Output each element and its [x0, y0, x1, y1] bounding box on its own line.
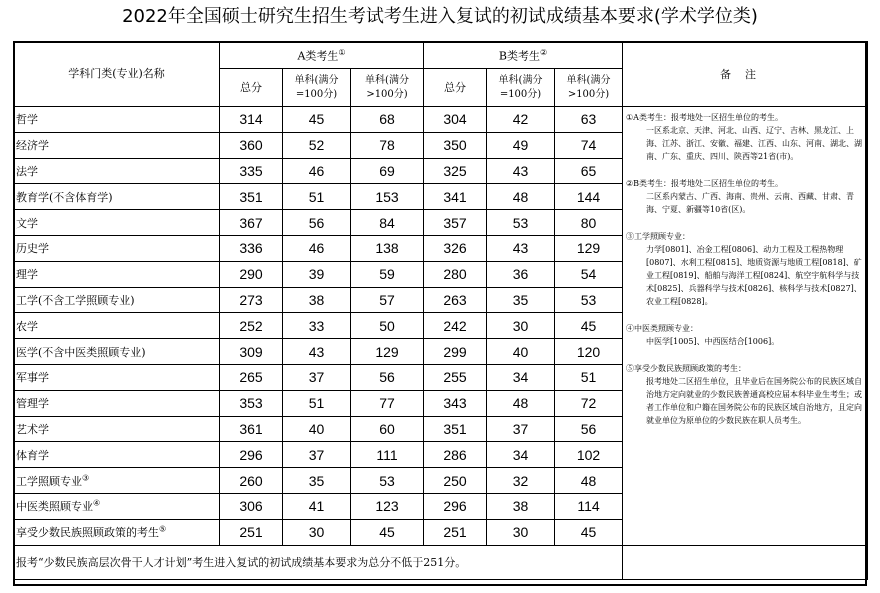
score-a-single-over100: 50 [351, 313, 424, 339]
score-a-single-over100: 84 [351, 210, 424, 236]
score-b-single-over100: 48 [555, 468, 623, 494]
score-a-single100: 51 [283, 390, 351, 416]
score-a-single-over100: 123 [351, 493, 424, 519]
score-b-total: 255 [424, 364, 487, 390]
score-b-single-over100: 129 [555, 235, 623, 261]
footnote-mark: ⑤ [159, 524, 167, 534]
score-a-single-over100: 138 [351, 235, 424, 261]
score-a-single100: 46 [283, 158, 351, 184]
subject-name: 文学 [16, 216, 38, 230]
score-a-total: 306 [220, 493, 283, 519]
score-a-total: 260 [220, 468, 283, 494]
score-b-total: 250 [424, 468, 487, 494]
score-a-total: 251 [220, 519, 283, 545]
score-a-single-over100: 57 [351, 287, 424, 313]
score-b-total: 299 [424, 339, 487, 365]
score-b-total: 325 [424, 158, 487, 184]
score-b-total: 263 [424, 287, 487, 313]
b-total-header: 总分 [424, 69, 487, 107]
score-a-single100: 52 [283, 132, 351, 158]
b-single-over100-line1: 单科(满分 [566, 74, 611, 86]
subject-name: 中医类照顾专业 [16, 500, 93, 514]
score-a-single-over100: 153 [351, 184, 424, 210]
score-b-total: 341 [424, 184, 487, 210]
score-a-total: 336 [220, 235, 283, 261]
note-body: 二区系内蒙古、广西、海南、贵州、云南、西藏、甘肃、青海、宁夏、新疆等10省(区)。 [646, 192, 854, 214]
score-b-single100: 53 [487, 210, 555, 236]
score-b-single100: 34 [487, 442, 555, 468]
score-b-single-over100: 54 [555, 261, 623, 287]
note-heading: ①A类考生：报考地处一区招生单位的考生。 [626, 113, 783, 122]
a-single-over100-line1: 单科(满分 [365, 74, 409, 86]
subject-column-header: 学科门类(专业)名称 [14, 42, 220, 107]
score-b-single100: 48 [487, 184, 555, 210]
score-b-single-over100: 63 [555, 107, 623, 133]
score-a-single100: 45 [283, 107, 351, 133]
b-single100-line2: =100分) [499, 88, 542, 100]
score-b-single-over100: 80 [555, 210, 623, 236]
note-body: 报考地处二区招生单位，且毕业后在国务院公布的民族区域自治地方定向就业的少数民族普通高校应届本科毕业生考生；或者工作单位和户籍在国务院公布的民族区域自治地方，且定向就业单位为原单位的少数民族在职人员考生。 [646, 377, 862, 425]
score-a-single100: 46 [283, 235, 351, 261]
score-b-total: 242 [424, 313, 487, 339]
a-total-header: 总分 [220, 69, 283, 107]
score-b-single100: 43 [487, 235, 555, 261]
score-a-single-over100: 53 [351, 468, 424, 494]
score-a-single100: 41 [283, 493, 351, 519]
score-b-single100: 40 [487, 339, 555, 365]
subject-name: 理学 [16, 268, 38, 282]
score-a-single100: 35 [283, 468, 351, 494]
score-b-single-over100: 51 [555, 364, 623, 390]
subject-name: 教育学(不含体育学) [16, 190, 113, 204]
score-b-single100: 42 [487, 107, 555, 133]
score-a-single-over100: 59 [351, 261, 424, 287]
score-b-total: 286 [424, 442, 487, 468]
group-a-mark: ① [338, 48, 346, 58]
a-single100-line2: =100分) [295, 88, 338, 100]
subject-name: 艺术学 [16, 422, 49, 436]
score-a-single-over100: 129 [351, 339, 424, 365]
note-heading: ④中医类照顾专业： [626, 324, 698, 333]
score-a-total: 351 [220, 184, 283, 210]
subject-name: 体育学 [16, 448, 49, 462]
score-a-single100: 40 [283, 416, 351, 442]
score-a-single100: 43 [283, 339, 351, 365]
b-single100-line1: 单科(满分 [498, 74, 543, 86]
subject-name: 法学 [16, 164, 38, 178]
score-a-total: 273 [220, 287, 283, 313]
score-b-single-over100: 74 [555, 132, 623, 158]
score-a-single-over100: 77 [351, 390, 424, 416]
score-b-single100: 32 [487, 468, 555, 494]
score-a-total: 309 [220, 339, 283, 365]
subject-name: 军事学 [16, 371, 49, 385]
score-b-single-over100: 56 [555, 416, 623, 442]
score-b-single-over100: 114 [555, 493, 623, 519]
score-a-total: 353 [220, 390, 283, 416]
score-a-single100: 33 [283, 313, 351, 339]
score-a-single100: 30 [283, 519, 351, 545]
subject-name: 哲学 [16, 113, 38, 127]
score-b-total: 326 [424, 235, 487, 261]
score-b-single-over100: 120 [555, 339, 623, 365]
score-b-single100: 36 [487, 261, 555, 287]
a-single-over100-line2: >100分) [366, 88, 408, 100]
group-b-mark: ② [539, 48, 548, 58]
note-body: 中医学[1005]、中西医结合[1006]。 [646, 337, 780, 346]
score-b-total: 351 [424, 416, 487, 442]
score-a-total: 265 [220, 364, 283, 390]
score-b-single-over100: 45 [555, 313, 623, 339]
score-a-single100: 39 [283, 261, 351, 287]
score-a-total: 252 [220, 313, 283, 339]
score-a-single100: 37 [283, 364, 351, 390]
page-title: 2022年全国硕士研究生招生考试考生进入复试的初试成绩基本要求(学术学位类) [122, 6, 758, 27]
score-b-total: 350 [424, 132, 487, 158]
score-b-total: 280 [424, 261, 487, 287]
score-a-total: 290 [220, 261, 283, 287]
score-b-total: 343 [424, 390, 487, 416]
score-b-total: 304 [424, 107, 487, 133]
score-a-single-over100: 69 [351, 158, 424, 184]
score-a-total: 367 [220, 210, 283, 236]
remarks-header: 备注 [623, 42, 868, 107]
footnote-mark: ③ [82, 472, 90, 482]
score-b-single-over100: 144 [555, 184, 623, 210]
subject-name: 历史学 [16, 242, 49, 256]
group-a-label: A类考生 [297, 49, 339, 63]
score-b-single-over100: 53 [555, 287, 623, 313]
score-b-single100: 48 [487, 390, 555, 416]
score-a-single-over100: 78 [351, 132, 424, 158]
b-single-over100-line2: >100分) [567, 88, 610, 100]
score-b-total: 296 [424, 493, 487, 519]
note-heading: ⑤享受少数民族照顾政策的考生： [626, 364, 746, 373]
subject-name: 农学 [16, 319, 38, 333]
score-b-single-over100: 45 [555, 519, 623, 545]
subject-name: 经济学 [16, 139, 49, 153]
score-a-total: 296 [220, 442, 283, 468]
score-a-single-over100: 60 [351, 416, 424, 442]
score-a-total: 361 [220, 416, 283, 442]
note-heading: ②B类考生：报考地处二区招生单位的考生。 [626, 179, 784, 188]
score-b-single100: 43 [487, 158, 555, 184]
score-b-single100: 35 [487, 287, 555, 313]
note-body: 一区系北京、天津、河北、山西、辽宁、吉林、黑龙江、上海、江苏、浙江、安徽、福建、江西、山东、河南、湖北、湖南、广东、重庆、四川、陕西等21省(市)。 [646, 126, 862, 161]
score-a-single-over100: 45 [351, 519, 424, 545]
score-b-single-over100: 72 [555, 390, 623, 416]
score-b-single100: 30 [487, 519, 555, 545]
score-a-total: 360 [220, 132, 283, 158]
note-body: 力学[0801]、冶金工程[0806]、动力工程及工程热物理[0807]、水利工程[0815]、地质资源与地质工程[0818]、矿业工程[0819]、船舶与海洋工程[0824]、航空宇航科学与技术[0825]、兵器科学与技术[0826]、核科学与技术[0827]、农业工程[0828]。 [646, 245, 862, 306]
footer-note: 报考“少数民族高层次骨干人才计划”考生进入复试的初试成绩基本要求为总分不低于251分。 [14, 545, 623, 579]
table-outer-border [13, 41, 867, 586]
score-a-total: 314 [220, 107, 283, 133]
score-b-single-over100: 102 [555, 442, 623, 468]
score-a-single-over100: 56 [351, 364, 424, 390]
score-a-single-over100: 111 [351, 442, 424, 468]
score-b-single100: 30 [487, 313, 555, 339]
footnote-mark: ④ [93, 498, 101, 508]
a-single100-line1: 单科(满分 [294, 74, 339, 86]
score-b-total: 251 [424, 519, 487, 545]
score-b-single100: 37 [487, 416, 555, 442]
score-b-single100: 34 [487, 364, 555, 390]
score-b-single-over100: 65 [555, 158, 623, 184]
score-b-single100: 49 [487, 132, 555, 158]
note-heading: ③工学照顾专业： [626, 232, 690, 241]
score-b-total: 357 [424, 210, 487, 236]
subject-name: 享受少数民族照顾政策的考生 [16, 526, 159, 540]
subject-name: 医学(不含中医类照顾专业) [16, 345, 146, 359]
score-a-single100: 56 [283, 210, 351, 236]
subject-name: 管理学 [16, 397, 49, 411]
subject-name: 工学(不含工学照顾专业) [16, 293, 135, 307]
group-b-label: B类考生 [498, 49, 540, 63]
subject-name: 工学照顾专业 [16, 474, 82, 488]
score-b-single100: 38 [487, 493, 555, 519]
score-a-single100: 38 [283, 287, 351, 313]
score-a-single100: 37 [283, 442, 351, 468]
score-a-total: 335 [220, 158, 283, 184]
score-a-single100: 51 [283, 184, 351, 210]
score-a-single-over100: 68 [351, 107, 424, 133]
